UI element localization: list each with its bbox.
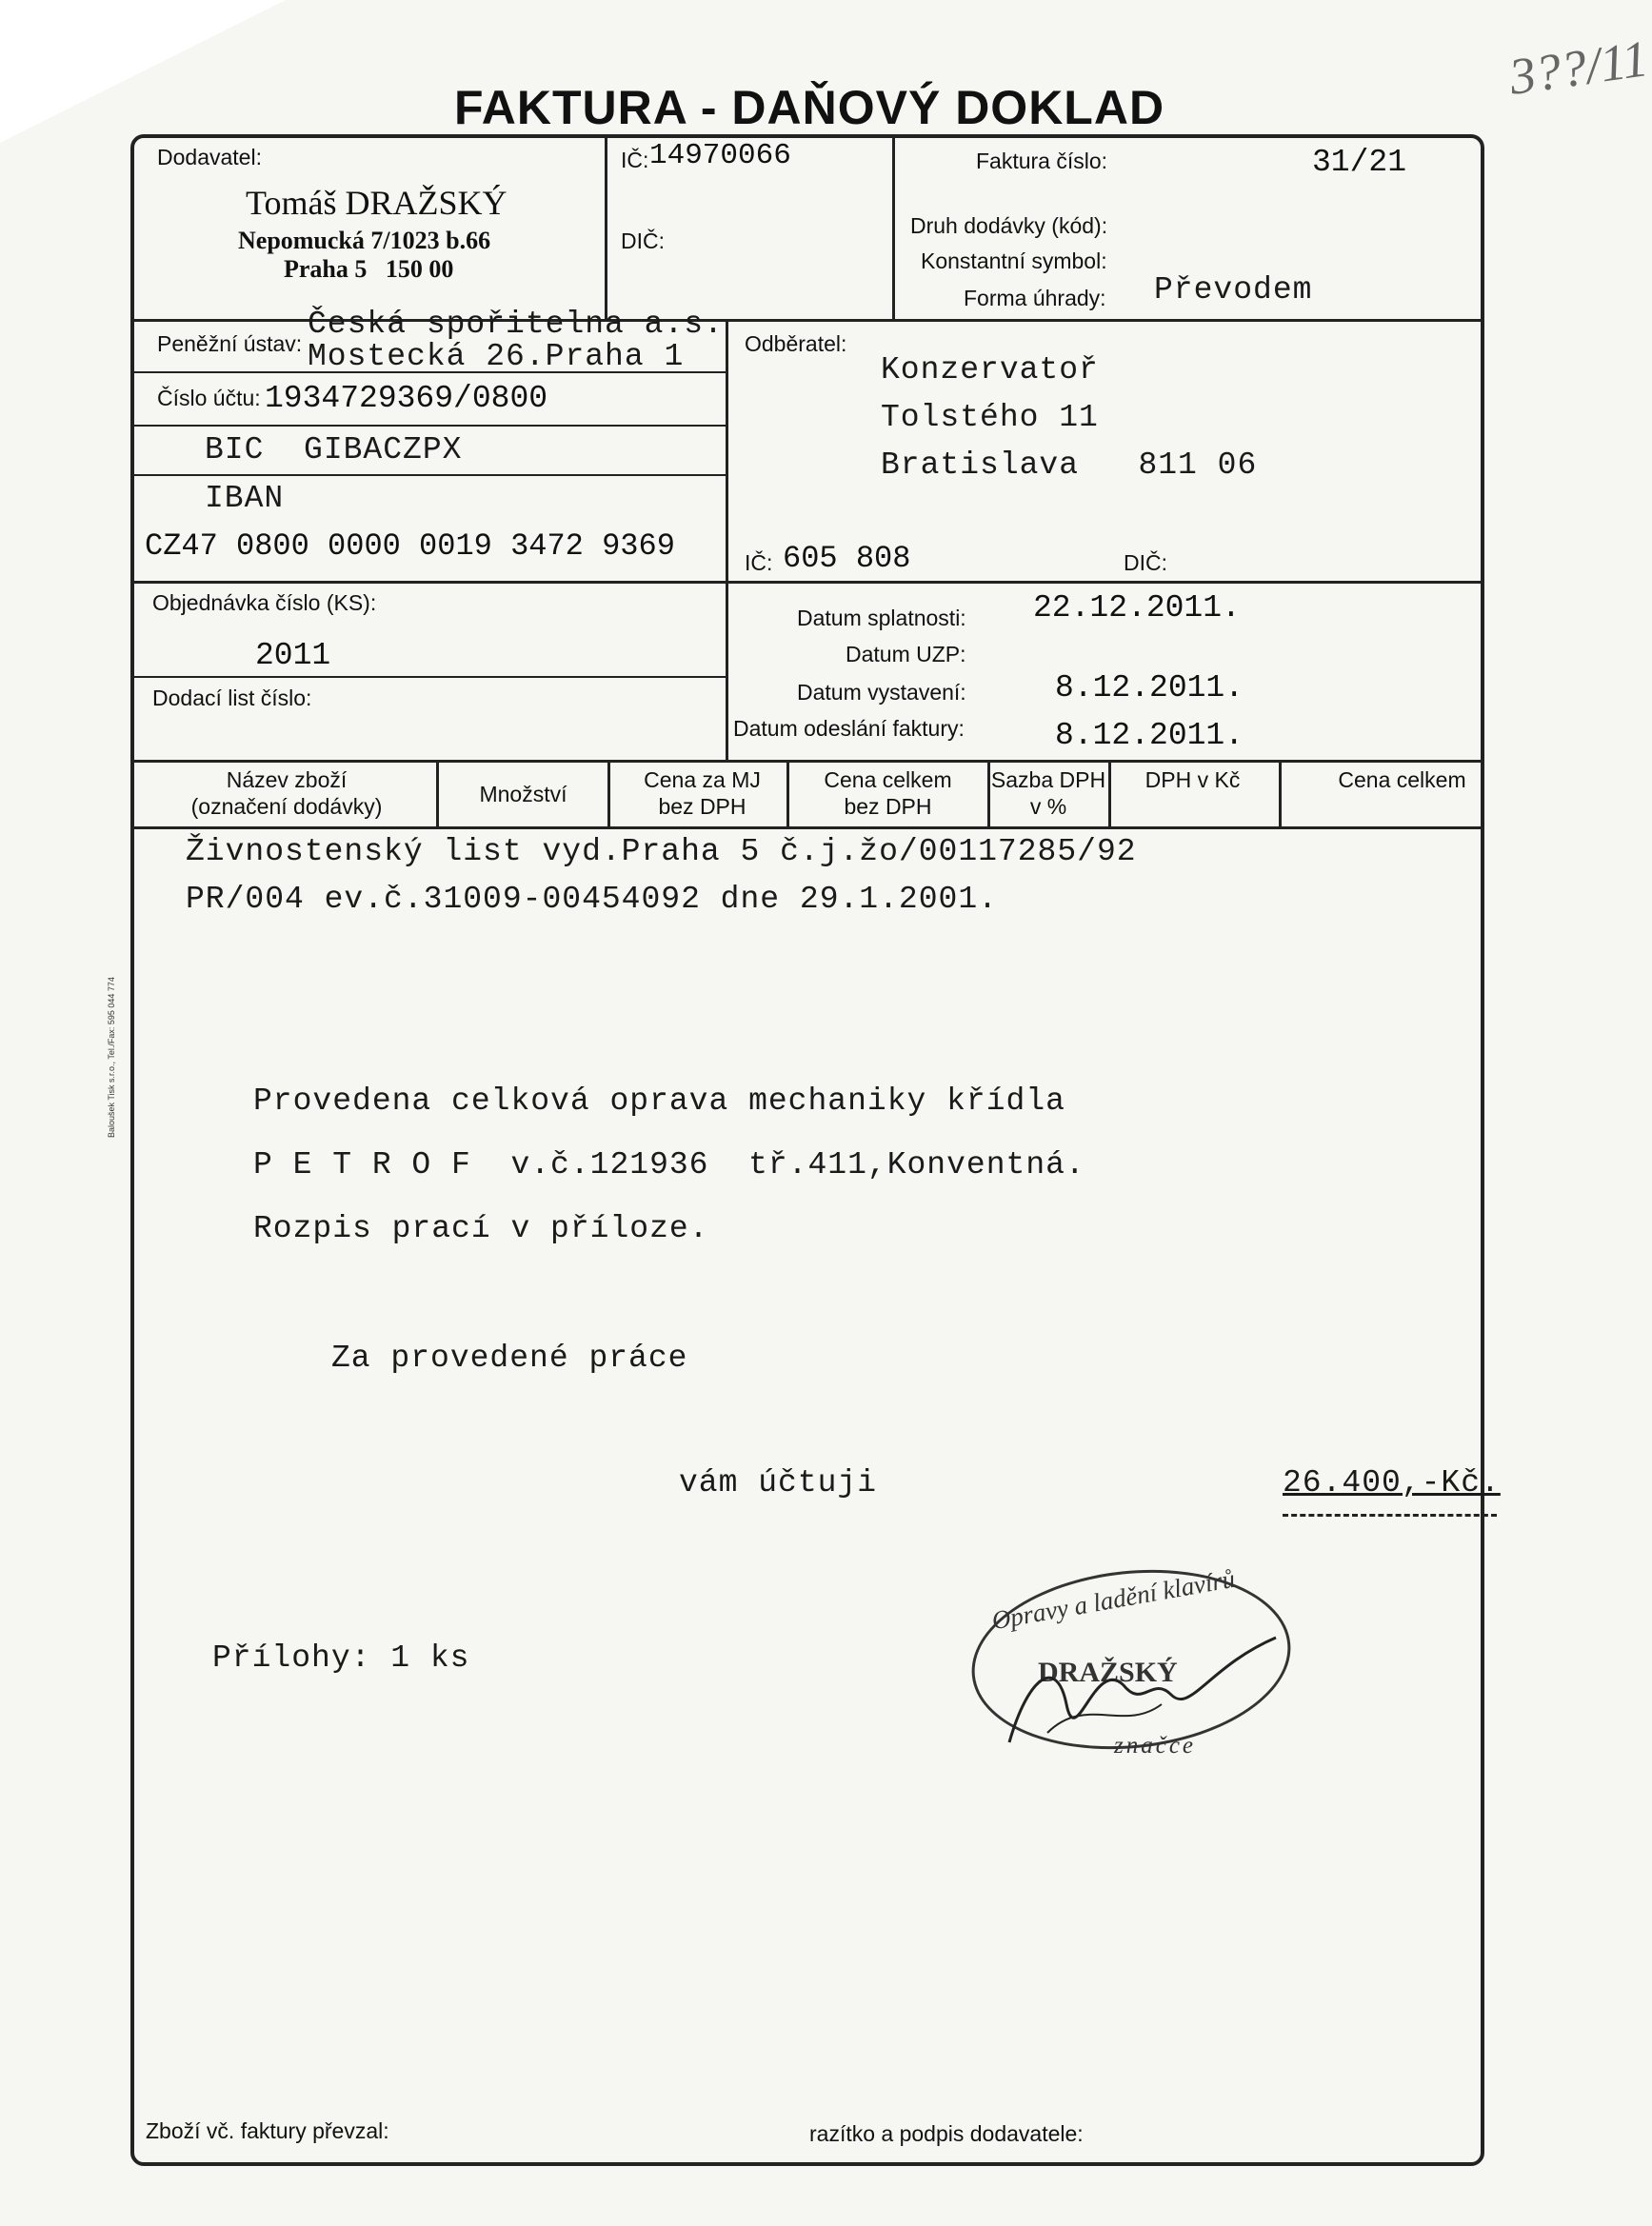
- order-label: Objednávka číslo (KS):: [152, 590, 377, 615]
- double-underline: [1283, 1514, 1497, 1517]
- received-by-label: Zboží vč. faktury převzal:: [146, 2118, 389, 2143]
- column-item: Název zboží (označení dodávky): [190, 767, 383, 819]
- column-vat: DPH v Kč: [1144, 767, 1241, 792]
- account-number: 1934729369/0800: [265, 381, 548, 416]
- stamp-name: DRAŽSKÝ: [1038, 1657, 1178, 1688]
- column-total: Cena celkem: [1338, 767, 1466, 792]
- customer-city: Bratislava 811 06: [881, 447, 1258, 483]
- supplier-street: Nepomucká 7/1023 b.66: [238, 227, 491, 254]
- customer-label: Odběratel:: [745, 331, 847, 356]
- signature-icon: [990, 1619, 1295, 1761]
- invoice-number: 31/21: [1312, 145, 1407, 180]
- delivery-code-label: Druh dodávky (kód):: [910, 213, 1108, 238]
- iban: CZ47 0800 0000 0019 3472 9369: [145, 528, 675, 564]
- invoice-number-label: Faktura číslo:: [976, 149, 1108, 173]
- supplier-name: Tomáš DRAŽSKÝ: [246, 184, 508, 222]
- divider: [1108, 760, 1111, 828]
- order-number: 2011: [255, 638, 331, 673]
- bank-address: Mostecká 26.Praha 1: [308, 339, 685, 374]
- registration-line: PR/004 ev.č.31009-00454092 dne 29.1.2001.: [186, 882, 998, 917]
- dic-label: DIČ:: [621, 229, 665, 253]
- payment-form: Převodem: [1154, 272, 1313, 308]
- divider: [726, 319, 728, 762]
- total-amount: 26.400,-Kč.: [1283, 1465, 1501, 1501]
- due-date-label: Datum splatnosti:: [797, 606, 966, 630]
- divider: [786, 760, 789, 828]
- ic-label: IČ:: [621, 148, 649, 172]
- divider: [130, 581, 1484, 584]
- charge-line: vám účtuji: [679, 1465, 878, 1501]
- uzp-date-label: Datum UZP:: [846, 642, 966, 666]
- divider: [130, 676, 727, 678]
- column-unit-price: Cena za MJ bez DPH: [644, 767, 761, 819]
- issue-date: 8.12.2011.: [1055, 670, 1244, 706]
- iban-label: IBAN: [205, 481, 285, 516]
- sent-date: 8.12.2011.: [1055, 718, 1244, 753]
- page-number-handwritten: 3??/11: [1505, 30, 1652, 106]
- bank-name: Česká spořitelna a.s.: [308, 307, 724, 342]
- trade-license-line: Živnostenský list vyd.Praha 5 č.j.žo/00117285/92: [186, 834, 1137, 869]
- divider: [1279, 760, 1282, 828]
- payment-form-label: Forma úhrady:: [964, 286, 1106, 310]
- divider: [892, 134, 895, 321]
- customer-ic-label: IČ:: [745, 550, 773, 575]
- due-date: 22.12.2011.: [1033, 590, 1241, 626]
- column-vat-rate: Sazba DPH v %: [990, 767, 1106, 819]
- stamp-top-text: Opravy a ladění klavírů: [989, 1563, 1238, 1636]
- constant-symbol-label: Konstantní symbol:: [921, 248, 1107, 273]
- ic-value: 14970066: [649, 139, 791, 172]
- document-title: FAKTURA - DAŇOVÝ DOKLAD: [453, 81, 1165, 134]
- sent-date-label: Datum odeslání faktury:: [733, 716, 965, 741]
- bic: BIC GIBACZPX: [205, 432, 463, 467]
- column-total-no-vat: Cena celkem bez DPH: [824, 767, 952, 819]
- charge-intro-line: Za provedené práce: [331, 1341, 688, 1376]
- attachment-note-line: Rozpis prací v příloze.: [253, 1211, 709, 1246]
- divider: [130, 425, 727, 427]
- customer-name: Konzervatoř: [881, 352, 1099, 388]
- stamp-bottom-text: značce: [1114, 1733, 1197, 1759]
- customer-dic-label: DIČ:: [1124, 550, 1167, 575]
- divider: [130, 474, 727, 476]
- divider: [607, 760, 610, 828]
- customer-ic: 605 808: [783, 541, 911, 576]
- divider: [436, 760, 439, 828]
- supplier-city: Praha 5 150 00: [284, 255, 454, 283]
- delivery-note-label: Dodací list číslo:: [152, 686, 312, 710]
- customer-street: Tolstého 11: [881, 400, 1099, 435]
- work-description-line: Provedena celková oprava mechaniky křídla: [253, 1083, 1065, 1119]
- account-label: Číslo účtu:: [157, 386, 261, 410]
- piano-line: P E T R O F v.č.121936 tř.411,Konventná.: [253, 1147, 1085, 1183]
- issue-date-label: Datum vystavení:: [797, 680, 966, 705]
- bank-label: Peněžní ústav:: [157, 331, 303, 356]
- column-quantity: Množství: [479, 782, 567, 806]
- attachments-line: Přílohy: 1 ks: [212, 1640, 470, 1676]
- stamp-signature-label: razítko a podpis dodavatele:: [809, 2121, 1084, 2146]
- supplier-label: Dodavatel:: [157, 145, 262, 169]
- divider: [605, 134, 607, 321]
- printer-imprint: Baloušek Tisk s.r.o., Tel./Fax: 595 044 774: [107, 977, 116, 1138]
